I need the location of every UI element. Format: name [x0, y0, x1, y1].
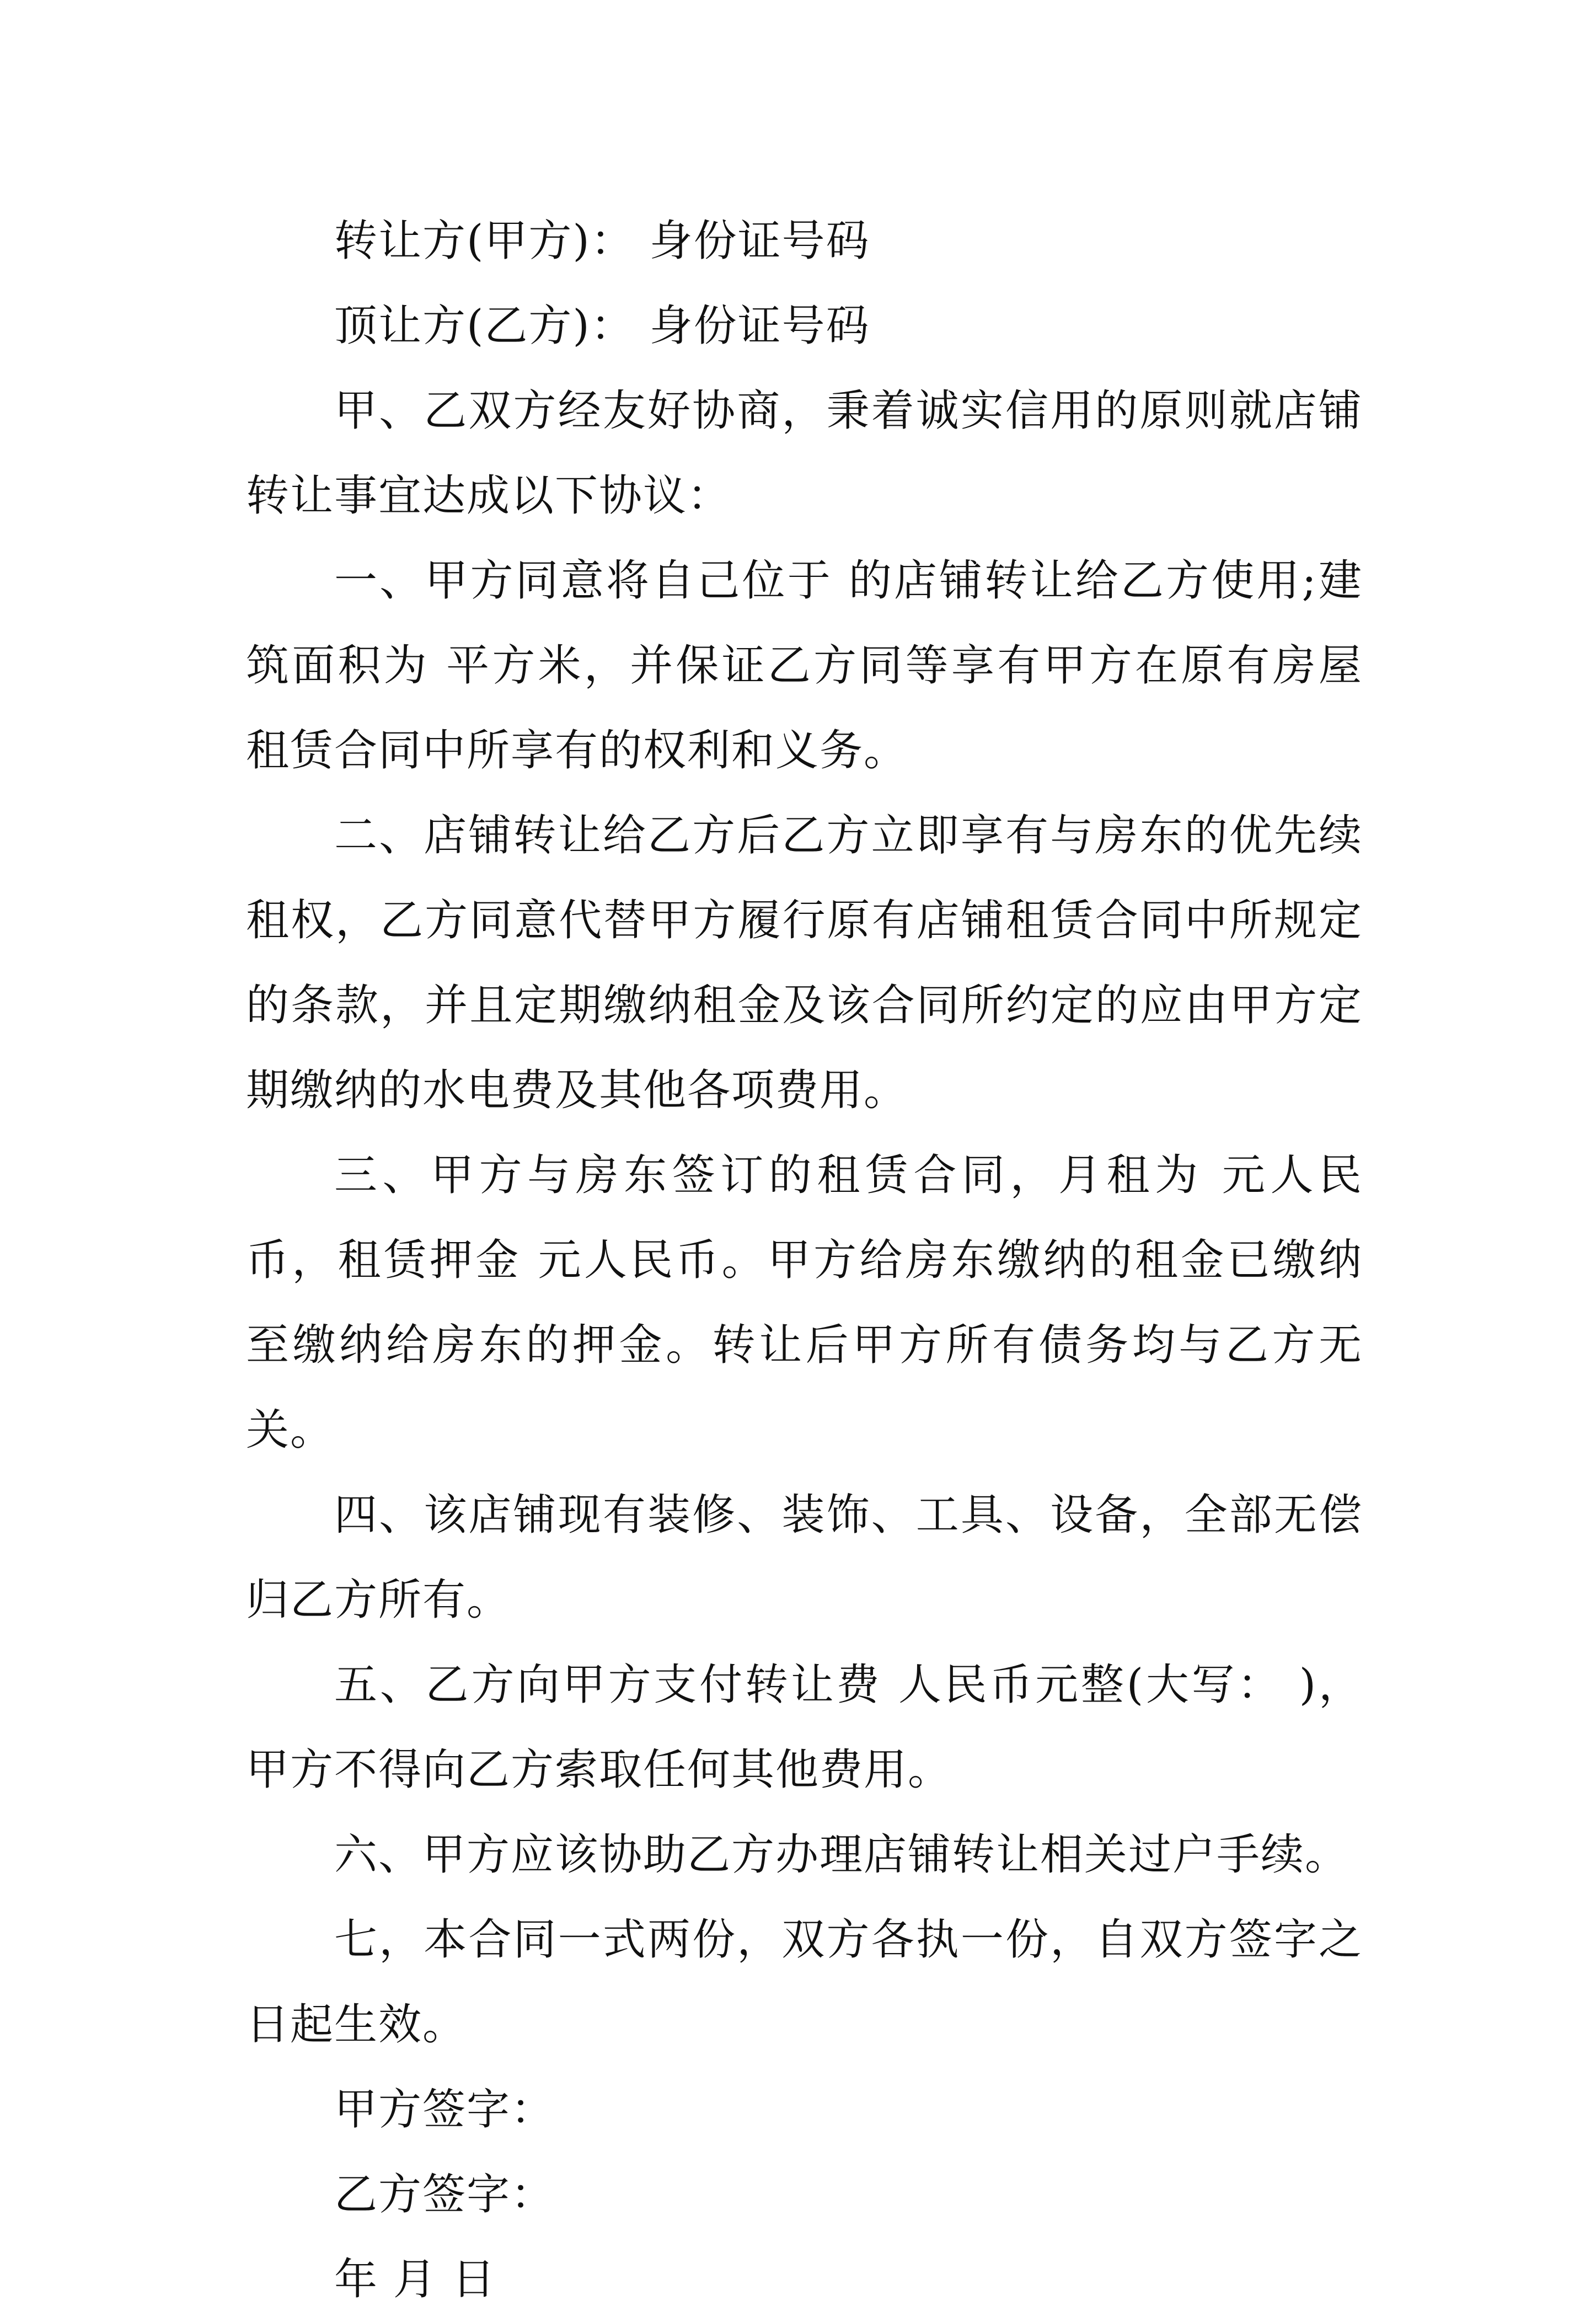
signing-date: 年 月 日 [334, 2255, 496, 2304]
clause-7: 七，本合同一式两份，双方各执一份，自双方签字之日起生效。 [246, 1915, 1363, 2050]
party-a-signature: 甲方签字： [334, 2085, 555, 2134]
clause-2: 二、店铺转让给乙方后乙方立即享有与房东的优先续租权，乙方同意代替甲方履行原有店铺租赁合同中所规定的条款，并且定期缴纳租金及该合同所约定的应由甲方定期缴纳的水电费及其他各项费用。 [246, 811, 1363, 1115]
contract-body [246, 199, 1363, 2322]
clause-6: 六、甲方应该协助乙方办理店铺转让相关过户手续。 [334, 1830, 1349, 1880]
clause-5: 五、乙方向甲方支付转让费 人民币元整(大写： )，甲方不得向乙方索取任何其他费用。 [246, 1660, 1363, 1795]
party-a-line: 转让方(甲方)： 身份证号码 [334, 216, 870, 266]
clause-3: 三、甲方与房东签订的租赁合同，月租为 元人民币，租赁押金 元人民币。甲方给房东缴纳的租金已缴纳至缴纳给房东的押金。转让后甲方所有债务均与乙方无关。 [246, 1151, 1363, 1455]
party-b-signature: 乙方签字： [334, 2170, 555, 2219]
party-b-line: 顶让方(乙方)： 身份证号码 [334, 301, 870, 351]
clause-4: 四、该店铺现有装修、装饰、工具、设备，全部无偿归乙方所有。 [246, 1490, 1363, 1625]
clause-1: 一、甲方同意将自己位于 的店铺转让给乙方使用;建筑面积为 平方米，并保证乙方同等享有甲方在原有房屋租赁合同中所享有的权利和义务。 [246, 556, 1363, 775]
intro-paragraph: 甲、乙双方经友好协商，秉着诚实信用的原则就店铺转让事宜达成以下协议： [246, 386, 1363, 521]
